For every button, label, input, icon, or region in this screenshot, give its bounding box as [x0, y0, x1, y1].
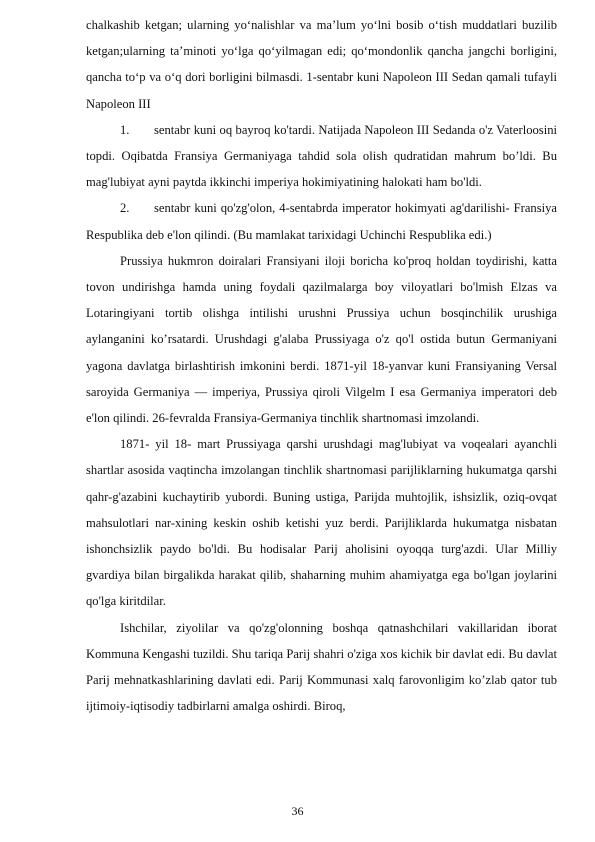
- item-number: 1.: [120, 122, 130, 137]
- paragraph-prussia: Prussiya hukmron doiralari Fransiyani iloji boricha ko'proq holdan toydirishi, katta tovon undirishga hamda uning foydali qazilmalarga boy viloyatlari bo'lmish Elzas va Lotaringiyani tortib olishga intilishi urushni Prussiya uchun bosqinchilik urushiga aylanganini ko’rsatardi. Urushdagi g'alaba Prussiyaga o'z qo'l ostida butun Germaniyani yagona davlatga birlashtirish imkonini berdi. 1871-yil 18-yanvar kuni Fransiyaning Versal saroyida Germaniya — imperiya, Prussiya qiroli Vilgelm I esa Germaniya imperatori deb e'lon qilindi. 26-fevralda Fransiya-Germaniya tinchlik shartnomasi imzolandi.: [86, 253, 557, 426]
- paragraph-continuation: chalkashib ketgan; ularning yo‘nalishlar va ma’lum yo‘lni bosib o‘tish muddatlari buzilib ketgan;ularning ta’minoti yo‘lga qo‘yilmagan edi; qo‘mondonlik qancha jangchi borligini, qancha to‘p va o‘q dori borligini bilmasdi. 1-sentabr kuni Napoleon III Sedan qamali tufayli Napoleon III: [86, 18, 557, 111]
- numbered-item-2: [86, 195, 557, 247]
- paragraph-commune: Ishchilar, ziyolilar va qo'zg'olonning boshqa qatnashchilari vakillaridan iborat Kommuna Kengashi tuzildi. Shu tariqa Parij shahri o'ziga xos kichik bir davlat edi. Bu davlat Parij mehnatkashlarining davlati edi. Parij Kommunasi xalq farovonligim ko’zlab qator tub ijtimoiy-iqtisodiy tadbirlarni amalga oshirdi. Biroq,: [86, 620, 557, 714]
- item-text: sentabr kuni qo'zg'olon, 4-sentabrda imperator hokimyati ag'darilishi- Fransiya Respublika deb e'lon qilindi. (Bu mamlakat tarixidagi Uchinchi Respublika edi.): [86, 201, 557, 242]
- page-number: 36: [291, 804, 304, 818]
- numbered-item-1: [86, 117, 557, 196]
- text-body: [86, 12, 557, 719]
- paragraph-march-1871: 1871- yil 18- mart Prussiyaga qarshi urushdagi mag'lubiyat va voqealari ayanchli shartlar asosida vaqtincha imzolangan tinchlik shartnomasi parijliklarning hukumatga qarshi qahr-g'azabini kuchaytirib yubordi. Buning ustiga, Parijda muhtojlik, ishsizlik, oziq-ovqat mahsulotlari nar-xining keskin oshib ketishi yuz berdi. Parijliklarda hukumatga nisbatan ishonchsizlik paydo bo'ldi. Bu hodisalar Parij aholisini oyoqqa turg'azdi. Ular Milliy gvardiya bilan birgalikda harakat qilib, shaharning muhim ahamiyatga ega bo'lgan joylarini qo'lga kiritdilar.: [86, 437, 557, 609]
- item-number: 2.: [120, 201, 130, 216]
- item-text: sentabr kuni oq bayroq ko'tardi. Natijada Napoleon III Sedanda o'z Vaterloosini topdi. Oqibatda Fransiya Germaniyaga tahdid sola olish qudratidan mahrum bo’ldi. Bu mag'lubiyat ayni paytda ikkinchi imperiya hokimiyatining halokati ham bo'ldi.: [86, 122, 557, 190]
